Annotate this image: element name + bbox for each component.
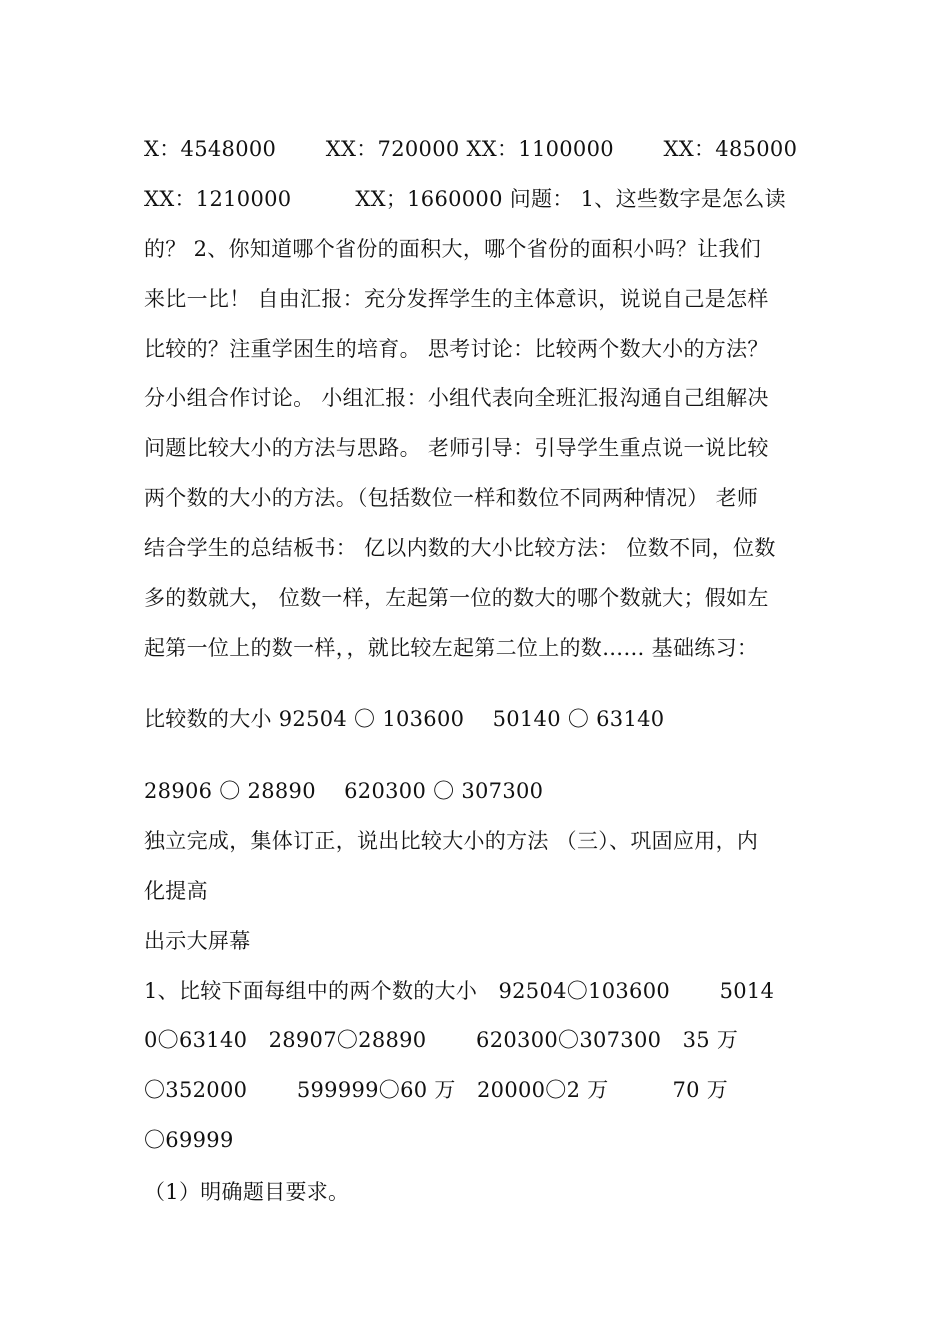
text-line: （1）明确题目要求。 <box>144 1180 350 1204</box>
text-line: 来比一比！ 自由汇报：充分发挥学生的主体意识，说说自己是怎样 <box>144 287 769 311</box>
text-line: 比较的？注重学困生的培育。 思考讨论：比较两个数大小的方法？ <box>144 337 769 361</box>
exercise-line: 比较数的大小 92504 〇 103600 50140 〇 63140 <box>144 707 665 731</box>
text-line: XX：1210000 XX；1660000 问题： 1、这些数字是怎么读 <box>144 187 786 211</box>
text-line: 分小组合作讨论。 小组汇报：小组代表向全班汇报沟通自己组解决 <box>144 386 769 410</box>
exercise-line: 28906 〇 28890 620300 〇 307300 <box>144 779 544 803</box>
exercise-line: 〇69999 <box>144 1128 234 1152</box>
text-line: 化提高 <box>144 879 208 903</box>
text-line: 两个数的大小的方法。（包括数位一样和数位不同两种情况） 老师 <box>144 486 759 510</box>
text-line: X：4548000 XX：720000 XX：1100000 XX：485000 <box>144 137 798 161</box>
text-line: 独立完成，集体订正，说出比较大小的方法 （三）、巩固应用，内 <box>144 829 759 853</box>
text-line: 多的数就大， 位数一样，左起第一位的数大的哪个数就大；假如左 <box>144 586 769 610</box>
text-line: 出示大屏幕 <box>144 929 251 953</box>
text-line: 问题比较大小的方法与思路。 老师引导：引导学生重点说一说比较 <box>144 436 769 460</box>
exercise-line: 1、比较下面每组中的两个数的大小 92504〇103600 5014 <box>144 979 775 1003</box>
text-line: 结合学生的总结板书： 亿以内数的大小比较方法： 位数不同，位数 <box>144 536 776 560</box>
text-line: 起第一位上的数一样，，就比较左起第二位上的数…… 基础练习： <box>144 636 759 660</box>
exercise-line: 0〇63140 28907〇28890 620300〇307300 35 万 <box>144 1028 739 1052</box>
text-line: 的？ 2、你知道哪个省份的面积大，哪个省份的面积小吗？让我们 <box>144 237 762 261</box>
exercise-line: 〇352000 599999〇60 万 20000〇2 万 70 万 <box>144 1078 729 1102</box>
